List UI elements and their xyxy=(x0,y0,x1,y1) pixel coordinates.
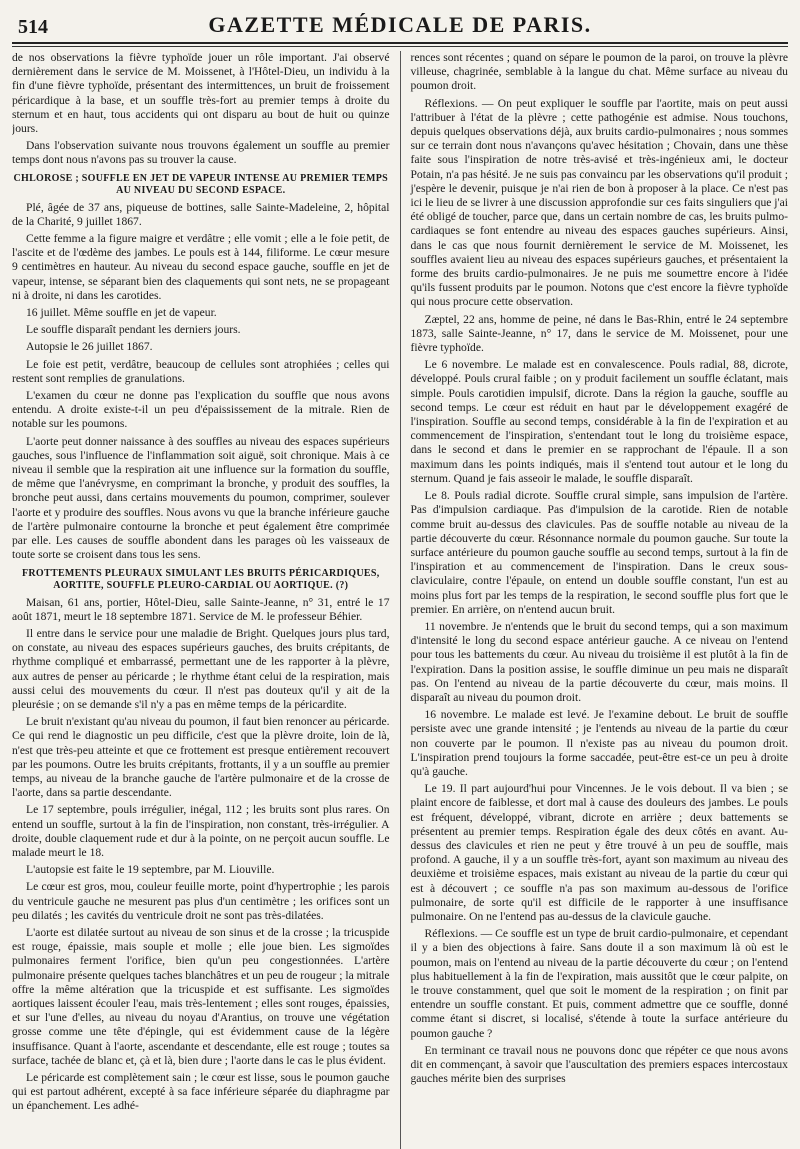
observation-title: CHLOROSE ; SOUFFLE EN JET DE VAPEUR INTENSE AU PREMIER TEMPS AU NIVEAU DU SECOND ESPACE. xyxy=(13,172,389,196)
paragraph: Il entre dans le service pour une maladie de Bright. Quelques jours plus tard, on constate, au niveau des espaces supérieurs gauches, des bruits crépitants, de rhythme compliqué et embarrassé, permettant une de les rapporter à la plèvre, aux autres de penser au péricarde ; le rhythme étant celui de la respiration, mais aussi celui des mouvements du cœur. Il n'est pas douteux qu'il y ait de la pleurésie ; on se demande s'il n'y a pas en même temps de la péricardite. xyxy=(12,626,390,711)
paragraph: En terminant ce travail nous ne pouvons donc que répéter ce que nous avons dit en commençant, à savoir que l'auscultation des premiers espaces intercostaux gauches mérite bien des surprises xyxy=(410,1043,788,1086)
paragraph: 11 novembre. Je n'entends que le bruit du second temps, qui a son maximum d'intensité le long du second espace antérieur gauche. A ce niveau on l'entend pour tous les battements du cœur. Au niveau du troisième il est plutôt à la fin de l'expiration. Dans la position assise, le souffle diminue un peu mais ne disparaît pas. On l'entend au niveau de la partie découverte du cœur, mais moins. Il disparaît au niveau du poumon droit. xyxy=(410,619,788,704)
paragraph: Réflexions. — On peut expliquer le souffle par l'aortite, mais on peut aussi l'attribuer à l'état de la plèvre ; cette pathogénie est admise. Nous touchons, depuis quelques observations déjà, aux bruits cardio-pulmonaires ; nous sommes sur ce terrain dont nous n'avançons qu'avec hésitation ; Chovain, dans une thèse faite sous l'inspiration de notre très-avisé et très-ingénieux ami, le docteur Potain, n'a pas hésité. Je ne suis pas convaincu par les observations qu'il produit ; j'espère le devenir, puisque je n'ai rien de bon à proposer à la place. Ce n'est pas ici le lieu de se livrer à une discussion approfondie sur ces faits singuliers que j'ai été obligé de toucher, parce que, dans un certain nombre de cas, les bruits pulmo-cardiaques se font entendre au niveau des espaces gauches supérieurs. Ainsi, dans le cas que nous fournit dernièrement le service de M. Moissenet, les souffles avaient lieu au niveau des espaces supérieurs gauches, et présentaient la forme des bruits cardio-pulmonaires. Je ne puis me soumettre encore à l'idée qu'ils fussent produits par le poumon. Notons que c'est encore la fièvre typhoïde qui nous procure cette observation. xyxy=(410,96,788,309)
paragraph: Le 17 septembre, pouls irrégulier, inégal, 112 ; les bruits sont plus rares. On entend un souffle, surtout à la fin de l'inspiration, non constant, très-irrégulier. A droite, double claquement rude et dur à la pointe, on ne perçoit aucun souffle. Le malade meurt le 18. xyxy=(12,803,390,859)
paragraph: Le bruit n'existant qu'au niveau du poumon, il faut bien renoncer au péricarde. Ce qui rend le diagnostic un peu difficile, c'est que la plèvre droite, loin de là, n'est que très-peu atteinte et que ce frottement est presque entièrement recouvert par les poumons. Outre les bruits crépitants, frottants, il y a un souffle au premier temps, au niveau de la branche gauche de l'artère pulmonaire et de la crosse de l'aorte, dans sa partie descendante. xyxy=(12,715,390,800)
paragraph: Le foie est petit, verdâtre, beaucoup de cellules sont atrophiées ; celles qui restent sont remplies de granulations. xyxy=(12,357,390,385)
paragraph: Zæptel, 22 ans, homme de peine, né dans le Bas-Rhin, entré le 24 septembre 1873, salle Sainte-Jeanne, n° 17, dans le service de M. Moissenet, pour une fièvre typhoïde. xyxy=(410,312,788,355)
paragraph: L'examen du cœur ne donne pas l'explication du souffle que nous avons entendu. A droite existe-t-il un peu d'épaississement de la mitrale. Rien de notable sur les poumons. xyxy=(12,389,390,431)
paragraph: de nos observations la fièvre typhoïde jouer un rôle important. J'ai observé dernièrement dans le service de M. Moissenet, à l'Hôtel-Dieu, un individu à la fin d'une fièvre typhoïde, présentant des intermittences, un bruit de froissement péricardique à la base, et un souffle très-fort au premier temps à droite du sternum et en haut, tous accidents qui ont disparu au bout de huit ou quinze jours. xyxy=(12,51,390,136)
masthead-title: GAZETTE MÉDICALE DE PARIS. xyxy=(208,12,592,37)
paragraph: L'autopsie est faite le 19 septembre, par M. Liouville. xyxy=(26,863,275,877)
paragraph: Autopsie le 26 juillet 1867. xyxy=(26,340,153,354)
paragraph: 16 novembre. Le malade est levé. Je l'examine debout. Le bruit de souffle persiste avec une grande intensité ; je l'entends au niveau de la partie du cœur non couverte par le poumon. Il n'existe pas au niveau du poumon droit. L'inspiration prend toujours la forme saccadée, peut-être est-ce un peu à droite qu'à gauche. xyxy=(410,708,788,778)
page-number: 514 xyxy=(18,16,48,38)
paragraph: Cette femme a la figure maigre et verdâtre ; elle vomit ; elle a le foie petit, de l'ascite et de l'œdème des jambes. Le pouls est à 144, filiforme. Le cœur mesure 9 centimètres en hauteur. Au niveau du second espace gauche, souffle en jet de vapeur, intense, se séparant bien des claquements qui sont nets, ne se propageant ni à droite, ni dans les carotides. xyxy=(12,232,390,302)
header-rule xyxy=(12,46,788,47)
right-column xyxy=(410,51,788,1149)
paragraph: Le 19. Il part aujourd'hui pour Vincennes. Je le vois debout. Il va bien ; se plaint encore de faiblesse, et dort mal à cause des douleurs des jambes. Le pouls est fréquent, développé, vibrant, dicrote en arrière ; deux battements se présentent au premier temps. Respiration égale des deux côtés en avant. Au-dessus des clavicules et rien ne peut y être trouvé à un peu de souffle, mais profond. A gauche, il y a un souffle très-fort, ayant son maximum au niveau des deuxième et troisième espaces, mais existant au niveau de la partie du cœur qui est à découvert ; ce souffle n'a pas son maximum au-dessous de l'orifice pulmonaire, de sorte qu'il est difficile de le rapporter à une insuffisance pulmonaire. On ne l'entend pas au-dessus de la clavicule gauche. xyxy=(410,782,788,923)
paragraph: Maisan, 61 ans, portier, Hôtel-Dieu, salle Sainte-Jeanne, n° 31, entré le 17 août 1871, meurt le 18 septembre 1871. Service de M. le professeur Béhier. xyxy=(12,595,390,623)
paragraph: L'aorte est dilatée surtout au niveau de son sinus et de la crosse ; la tricuspide est rouge, épaissie, mais souple et molle ; elle joue bien. Les sigmoïdes pulmonaires ferment l'orifice, bien qu'un peu congestionnées. L'artère pulmonaire présente quelques taches blanchâtres et un peu de rougeur ; la mitrale offre la même altération que la tricuspide et est suffisante. Les sigmoïdes aortiques laissent écouler l'eau, mais très-lentement ; elles sont rouges, épaissies, et sur l'une d'elles, au niveau du noyau d'Arantius, on trouve une végétation grosse comme une tête d'épingle, qui est évidemment cause de la légère insuffisance. Quant à l'aorte, ascendante et descendante, elle est rouge ; toutes sa surface, tachée de blanc et, çà et là, bien dure ; l'aorte dans le cas le plus évident. xyxy=(12,925,390,1067)
column-divider xyxy=(400,51,401,1149)
paragraph: Le 6 novembre. Le malade est en convalescence. Pouls radial, 88, dicrote, développé. Pouls crural faible ; on y produit facilement un souffle éclatant, mais simple. Pouls carotidien impulsif, dicrote. Dans la région la gauche, souffle au second temps. Le cœur est réduit en haut par le développement exagéré de l'inspiration. Souffle au second temps, considérable à la fin de l'expiration et au commencement de l'inspiration, s'entendant tout le long du troisième espace, dans le second et dans le premier en se rapprochant de l'épaule. Il a son maximum dans les points indiqués, mais il s'entend tout autour et le long du sternum. Quand je fais asseoir le malade, le souffle disparaît. xyxy=(410,358,788,485)
paragraph: Plé, âgée de 37 ans, piqueuse de bottines, salle Sainte-Madeleine, 2, hôpital de la Charité, 9 juillet 1867. xyxy=(12,200,390,228)
paragraph: rences sont récentes ; quand on sépare le poumon de la paroi, on trouve la plèvre villeuse, chagrinée, semblable à la langue du chat. Même surface au niveau du poumon droit. xyxy=(410,51,788,93)
paragraph: 16 juillet. Même souffle en jet de vapeur. xyxy=(26,306,217,320)
left-column xyxy=(12,51,390,1149)
paragraph: Réflexions. — Ce souffle est un type de bruit cardio-pulmonaire, et cependant il y a bien des objections à faire. Sans doute il a son maximum là où est le poumon, mais on l'entend au niveau de la partie découverte du cœur ; on l'entend plus habituellement à la fin de l'expiration, mais aussitôt que le cœur palpite, on le trouve constamment, quel que soit le moment de la respiration ; on finit par entendre un souffle constant. Et puis, comment admettre que ce souffle, donné comme étant si discret, si localisé, s'étende à toute la surface antérieure du poumon gauche ? xyxy=(410,927,788,1040)
paragraph: Dans l'observation suivante nous trouvons également un souffle au premier temps dont nous n'avons pas su trouver la cause. xyxy=(12,139,390,167)
paragraph: Le 8. Pouls radial dicrote. Souffle crural simple, sans impulsion de l'artère. Pas d'impulsion cardiaque. Pas d'impulsion de la carotide. Rien de notable comme bruit au-dessus des clavicules. Pas de souffle notable au niveau de la partie découverte du cœur. Résonnance normale du poumon gauche. Sur toute la surface antérieure du poumon gauche souffle au second temps, surtout à la fin de l'inspiration et au commencement de l'inspiration. Dans le creux sous-claviculaire, contre l'épaule, on entend un double souffle constant, l'un est au moins plus fort par les temps de la respiration, le second souffle plus fort que le premier. En arrière, on n'entend aucun bruit. xyxy=(410,489,788,616)
paragraph: Le souffle disparaît pendant les derniers jours. xyxy=(26,323,241,337)
article-columns xyxy=(12,51,788,1149)
observation-title: FROTTEMENTS PLEURAUX SIMULANT LES BRUITS PÉRICARDIQUES, AORTITE, SOUFFLE PLEURO-CARDIAL OU AORTIQUE. (?) xyxy=(22,567,380,591)
page-header xyxy=(12,8,788,44)
paragraph: Le cœur est gros, mou, couleur feuille morte, point d'hypertrophie ; les parois du ventricule gauche ne mesurent pas plus d'un centimètre ; les orifices sont un peu dilatés ; les cavités du ventricule droit ne sont pas très-dilatées. xyxy=(12,880,390,922)
paragraph: Le péricarde est complètement sain ; le cœur est lisse, sous le poumon gauche qui est partout adhérent, excepté à sa face inférieure séparée du diaphragme par un épanchement. Les adhé- xyxy=(12,1071,390,1113)
paragraph: L'aorte peut donner naissance à des souffles au niveau des espaces supérieurs gauches, sous l'influence de l'inflammation soit aiguë, soit chronique. Mais à ce niveau il semble que la respiration ait une influence sur la formation du souffle, de même que l'anévrysme, en comprimant la bronche, y produit des souffles, la bronche peut aussi, dans certains mouvements du poumon, comprimer, soulever l'aorte et y produire des souffles. Nous avons vu que la branche inférieure gauche de l'artère pulmonaire contourne la bronche et peut également être comprimée par elle. Les causes de souffle abondent dans les parages où les vaisseaux de toute sorte se croisent dans tous les sens. xyxy=(12,434,390,562)
